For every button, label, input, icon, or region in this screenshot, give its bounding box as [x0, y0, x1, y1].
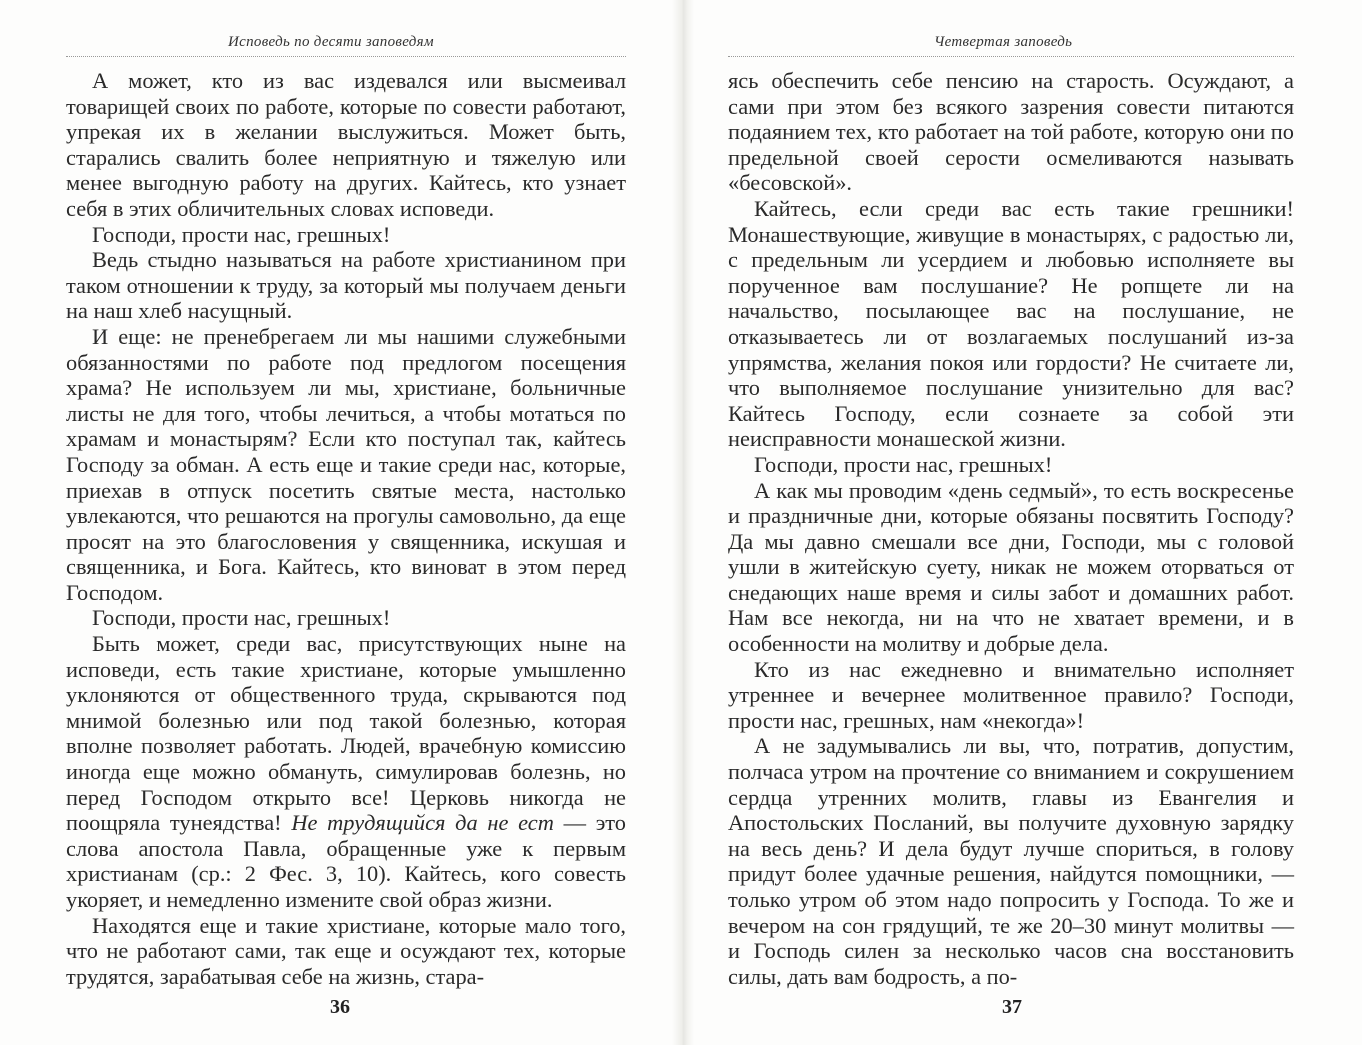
paragraph: Господи, прости нас, грешных!: [92, 221, 391, 247]
paragraph-text: Быть может, среди вас, присутствующих ныне на исповеди, есть такие христиане, которые умышленно уклоняются от общественного труда, скрываются под мнимой болезнью или под такой болезнью, которая вполне позволяет работать. Людей, врачебную комиссию иногда еще можно обмануть, симулировав болезнь, но перед Господом открыто все! Церковь никогда не поощряла тунеядства!: [66, 631, 626, 836]
paragraph: А не задумывались ли вы, что, потратив, допустим, полчаса утром на прочтение со вниманием и сокрушением сердца утренних молитв, главы из Евангелия и Апостольских Посланий, вы получите духовную зарядку на весь день? И дела будут лучше спориться, в голову придут более удачные решения, найдутся помощники, — только утром об этом надо попросить у Господа. То же и вечером на сон грядущий, те же 20–30 минут молитвы — и Господь силен за несколько часов сна восстановить силы, дать вам бодрость, а по-: [728, 733, 1294, 989]
running-head: Исповедь по десяти заповедям: [228, 34, 434, 50]
paragraph: Господи, прости нас, грешных!: [754, 451, 1053, 477]
left-page: [0, 0, 672, 1045]
paragraph: А может, кто из вас издевался или высмеивал товарищей своих по работе, которые по совести работают, упрекая их в желании выслужиться. Может быть, старались свалить более неприятную и тяжелую или менее выгодную работу на других. Кайтесь, кто узнает себя в этих обличительных словах исповеди.: [66, 68, 626, 221]
paragraph: Ведь стыдно называться на работе христианином при таком отношении к труду, за который мы получаем деньги на наш хлеб насущный.: [66, 247, 626, 324]
paragraph: Находятся еще и такие христиане, которые мало того, что не работают сами, так еще и осуждают тех, которые трудятся, зарабатывая себе на жизнь, стара-: [66, 912, 626, 989]
page-number: 37: [1002, 996, 1022, 1018]
running-head: Четвертая заповедь: [934, 34, 1073, 50]
book-gutter: [672, 0, 694, 1045]
page-text: [728, 68, 1294, 989]
paragraph: Кто из нас ежедневно и внимательно исполняет утреннее и вечернее молитвенное правило? Господи, прости нас, грешных, нам «некогда»!: [728, 656, 1294, 733]
paragraph: [66, 631, 626, 913]
paragraph-text: — это слова апостола Павла, обращенные уже к первым христианам (ср.: 2 Фес. 3, 10). Кайтесь, кого совесть укоряет, и немедленно измените свой образ жизни.: [66, 810, 626, 912]
paragraph: ясь обеспечить себе пенсию на старость. Осуждают, а сами при этом без всякого зазрения совести питаются подаянием тех, кто работает на той работе, которую они по предельной своей серости осмеливаются называть «бесовской».: [728, 68, 1294, 196]
header-rule: [728, 56, 1294, 57]
paragraph: Господи, прости нас, грешных!: [92, 605, 391, 631]
page-text: [66, 68, 626, 989]
header-rule: [66, 56, 626, 57]
page-number: 36: [330, 996, 350, 1018]
scripture-quote: Не трудящийся да не ест: [291, 810, 554, 836]
paragraph: А как мы проводим «день седмый», то есть воскресенье и праздничные дни, которые обязаны посвятить Господу? Да мы давно смешали все дни, Господи, мы с головой ушли в житейскую суету, никак не можем оторваться от снедающих наше время и силы забот и домашних работ. Нам все некогда, ни на что не хватает времени, и в особенности на молитву и добрые дела.: [728, 477, 1294, 657]
paragraph: И еще: не пренебрегаем ли мы нашими служебными обязанностями по работе под предлогом посещения храма? Не используем ли мы, христиане, больничные листы не для того, чтобы лечиться, а чтобы мотаться по храмам и монастырям? Если кто поступал так, кайтесь Господу за обман. А есть еще и такие среди нас, которые, приехав в отпуск посетить святые места, настолько увлекаются, что решаются на прогулы самовольно, да еще просят на это благословения у священника, искушая и священника, и Бога. Кайтесь, кто виноват в этом перед Господом.: [66, 323, 626, 605]
paragraph: Кайтесь, если среди вас есть такие грешники! Монашествующие, живущие в монастырях, с радостью ли, с предельным ли усердием и любовью исполняете вы порученное вам послушание? Не ропщете ли на начальство, посылающее вас на послушание, не отказываетесь ли от возлагаемых послушаний из-за упрямства, желания покоя или гордости? Не считаете ли, что выполняемое послушание унизительно для вас? Кайтесь Господу, если сознаете за собой эти неисправности монашеской жизни.: [728, 195, 1294, 452]
right-page: [694, 0, 1362, 1045]
